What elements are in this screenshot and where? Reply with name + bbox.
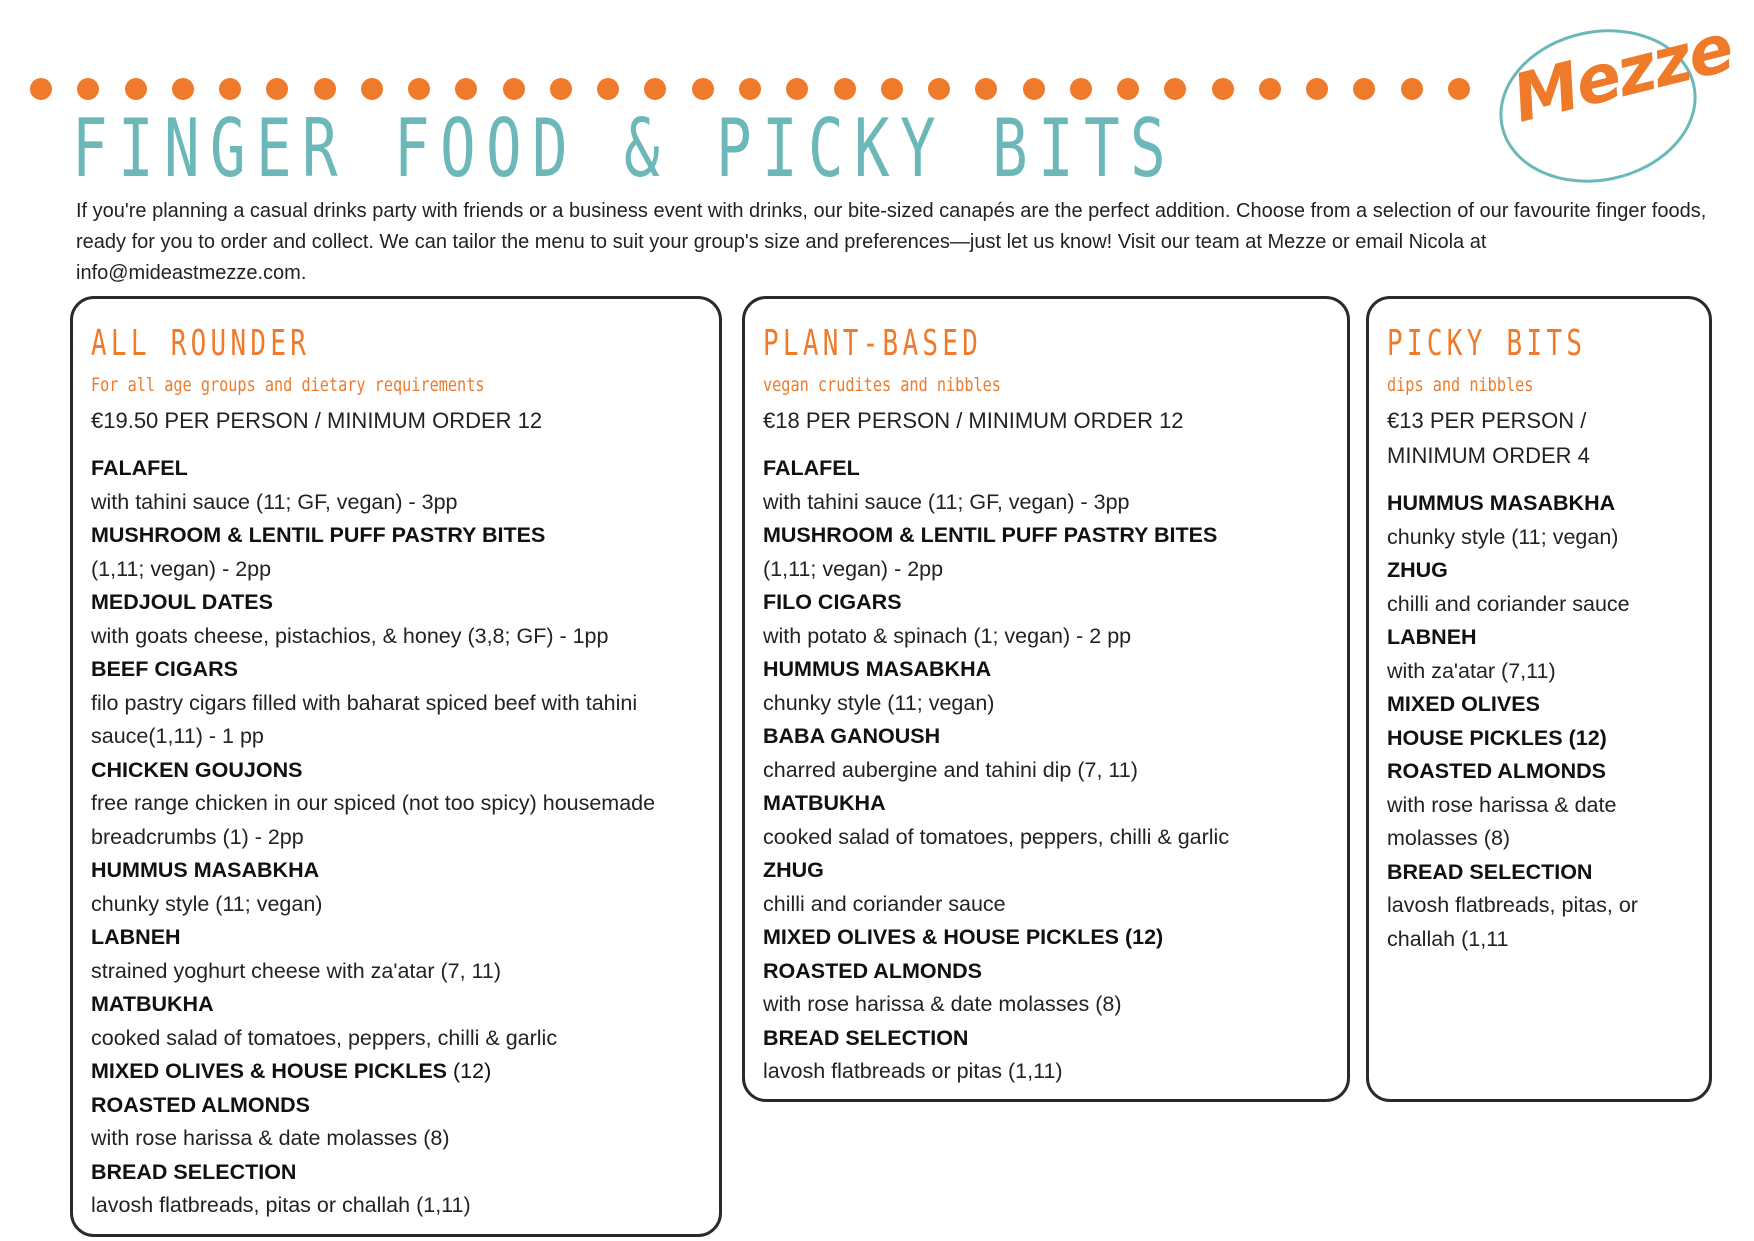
menu-item-description: charred aubergine and tahini dip (7, 11) xyxy=(763,757,1138,782)
intro-paragraph: If you're planning a casual drinks party with friends or a business event with drinks, our bite-sized canapés are the perfect addition. Choose from a selection of our favourite finger foods, ready for you to order and collect. We can tailor the menu to suit your group's size and preferences—just let us know! Visit our team at Mezze or email Nicola at info@mideastmezze.com. xyxy=(76,200,1707,284)
menu-item-description: with za'atar (7,11) xyxy=(1387,658,1556,683)
decorative-dot xyxy=(881,78,903,100)
menu-item-allergen-suffix: (12) xyxy=(453,1059,492,1083)
decorative-dot xyxy=(361,78,383,100)
menu-item-description: chunky style (11; vegan) xyxy=(91,891,323,916)
menu-item-name-text: FALAFEL xyxy=(763,456,860,480)
menu-item-name-text: BREAD SELECTION xyxy=(91,1159,297,1184)
panel-subtitle: vegan crudites and nibbles xyxy=(763,374,1001,396)
panel-title: PICKY BITS xyxy=(1387,323,1587,364)
decorative-dot xyxy=(455,78,477,100)
decorative-dot xyxy=(1401,78,1423,100)
menu-item-name xyxy=(1387,554,1691,588)
decorative-dot xyxy=(834,78,856,100)
menu-item-name-text: ROASTED ALMONDS xyxy=(1387,759,1606,783)
menu-item-name xyxy=(91,854,701,888)
menu-item-name-text: BREAD SELECTION xyxy=(763,1025,969,1050)
menu-item-name-text: FALAFEL xyxy=(91,456,188,480)
menu-item-name-text: ROASTED ALMONDS xyxy=(763,958,982,983)
menu-item-description: with tahini sauce (11; GF, vegan) - 3pp xyxy=(91,489,458,514)
decorative-dot xyxy=(30,78,52,100)
decorative-dot xyxy=(786,78,808,100)
menu-item-name xyxy=(91,452,701,486)
menu-item-name-text: ZHUG xyxy=(1387,558,1448,582)
decorative-dot xyxy=(550,78,572,100)
panel-title: PLANT-BASED xyxy=(763,323,983,364)
menu-item-name xyxy=(91,1089,701,1123)
decorative-dot xyxy=(644,78,666,100)
menu-item-description: free range chicken in our spiced (not too spicy) housemade breadcrumbs (1) - 2pp xyxy=(91,791,656,849)
menu-item-description: cooked salad of tomatoes, peppers, chilli & garlic xyxy=(91,1025,558,1050)
menu-item-name xyxy=(91,519,701,553)
menu-item-name xyxy=(1387,856,1691,890)
menu-item-name xyxy=(1387,487,1691,521)
menu-item-description: lavosh flatbreads, pitas, or challah (1,11 xyxy=(1387,893,1638,951)
decorative-dot xyxy=(1023,78,1045,100)
menu-item-name-text: MATBUKHA xyxy=(763,791,886,815)
menu-item-description: chunky style (11; vegan) xyxy=(1387,524,1619,549)
menu-item-name xyxy=(763,586,1329,620)
menu-item-list xyxy=(91,452,701,1223)
decorative-dot xyxy=(1448,78,1470,100)
decorative-dot xyxy=(597,78,619,100)
menu-item-name xyxy=(91,921,701,955)
decorative-dot xyxy=(408,78,430,100)
menu-item-description: chunky style (11; vegan) xyxy=(763,690,995,715)
menu-panel-plant-based xyxy=(742,296,1350,1102)
decorative-dot xyxy=(219,78,241,100)
menu-item-name-text: BABA GANOUSH xyxy=(763,724,941,748)
menu-panel-picky-bits xyxy=(1366,296,1712,1102)
menu-item-name-text: ZHUG xyxy=(763,858,824,882)
menu-item-name-text: MEDJOUL DATES xyxy=(91,590,273,614)
menu-item-name-text: MIXED OLIVES & HOUSE PICKLES xyxy=(91,1059,447,1083)
menu-item-name-text: HUMMUS MASABKHA xyxy=(763,657,992,681)
menu-item-name xyxy=(91,586,701,620)
menu-item-name-text: HUMMUS MASABKHA xyxy=(91,858,320,882)
menu-item-name-text: FILO CIGARS xyxy=(763,590,902,614)
decorative-dot xyxy=(125,78,147,100)
menu-item-description: with goats cheese, pistachios, & honey (3,8; GF) - 1pp xyxy=(91,623,609,648)
decorative-dot xyxy=(1353,78,1375,100)
menu-item-description: lavosh flatbreads, pitas or challah (1,11) xyxy=(91,1193,471,1217)
menu-item-name xyxy=(763,452,1329,486)
menu-item-description: with rose harissa & date molasses (8) xyxy=(1387,792,1617,850)
panel-subtitle: For all age groups and dietary requirements xyxy=(91,374,485,396)
menu-item-description: strained yoghurt cheese with za'atar (7, 11) xyxy=(91,958,502,983)
menu-item-description: chilli and coriander sauce xyxy=(763,891,1006,916)
menu-item-name xyxy=(1387,755,1691,789)
panel-price: €19.50 PER PERSON / MINIMUM ORDER 12 xyxy=(91,408,543,433)
decorative-dot xyxy=(692,78,714,100)
menu-item-name xyxy=(91,1156,701,1190)
menu-item-name xyxy=(1387,621,1691,655)
menu-item-name-text: BREAD SELECTION xyxy=(1387,859,1593,884)
menu-item-name xyxy=(1387,688,1691,722)
menu-item-name xyxy=(763,720,1329,754)
decorative-dot xyxy=(1306,78,1328,100)
menu-item-name xyxy=(91,1055,701,1089)
decorative-dot-row xyxy=(30,78,1470,102)
decorative-dot xyxy=(975,78,997,100)
menu-item-description: filo pastry cigars filled with baharat spiced beef with tahini sauce(1,11) - 1 pp xyxy=(91,690,638,748)
decorative-dot xyxy=(739,78,761,100)
page-title: FINGER FOOD & PICKY BITS xyxy=(72,102,1177,195)
decorative-dot xyxy=(1117,78,1139,100)
panel-title: ALL ROUNDER xyxy=(91,323,311,364)
decorative-dot xyxy=(266,78,288,100)
menu-item-name xyxy=(763,854,1329,888)
menu-item-description: with potato & spinach (1; vegan) - 2 pp xyxy=(763,623,1132,648)
menu-item-description: chilli and coriander sauce xyxy=(1387,591,1630,616)
menu-item-name xyxy=(763,787,1329,821)
menu-item-description: (1,11; vegan) - 2pp xyxy=(763,556,944,581)
menu-item-description: (1,11; vegan) - 2pp xyxy=(91,556,272,581)
menu-item-name xyxy=(763,955,1329,989)
menu-item-name xyxy=(763,921,1329,955)
decorative-dot xyxy=(314,78,336,100)
menu-item-description: lavosh flatbreads or pitas (1,11) xyxy=(763,1059,1063,1083)
menu-item-name-text: HUMMUS MASABKHA xyxy=(1387,491,1616,515)
decorative-dot xyxy=(503,78,525,100)
panel-subtitle: dips and nibbles xyxy=(1387,374,1534,396)
menu-item-name xyxy=(91,988,701,1022)
menu-item-name xyxy=(1387,722,1691,756)
menu-item-list xyxy=(763,452,1329,1089)
menu-item-name-text: ROASTED ALMONDS xyxy=(91,1092,310,1117)
decorative-dot xyxy=(1212,78,1234,100)
menu-item-name-text: CHICKEN GOUJONS xyxy=(91,757,303,782)
menu-item-name-text: LABNEH xyxy=(1387,625,1477,649)
menu-item-name xyxy=(763,1022,1329,1056)
menu-item-list xyxy=(1387,487,1691,956)
menu-item-name xyxy=(763,653,1329,687)
menu-panel-all-rounder xyxy=(70,296,722,1237)
menu-item-name xyxy=(91,754,701,788)
decorative-dot xyxy=(172,78,194,100)
logo-text: Mezze xyxy=(1505,9,1740,138)
menu-item-name-text: MIXED OLIVES xyxy=(1387,692,1540,716)
menu-item-name-text: MIXED OLIVES & HOUSE PICKLES (12) xyxy=(763,925,1164,949)
mezze-logo xyxy=(1492,9,1740,188)
menu-item-name-text: HOUSE PICKLES (12) xyxy=(1387,725,1607,750)
menu-item-name xyxy=(91,653,701,687)
menu-item-name-text: MATBUKHA xyxy=(91,992,214,1016)
menu-item-name-text: MUSHROOM & LENTIL PUFF PASTRY BITES xyxy=(91,523,546,547)
panel-price: €18 PER PERSON / MINIMUM ORDER 12 xyxy=(763,408,1184,433)
menu-item-description: with rose harissa & date molasses (8) xyxy=(763,992,1122,1016)
menu-item-description: with tahini sauce (11; GF, vegan) - 3pp xyxy=(763,489,1130,514)
panel-price: €13 PER PERSON / MINIMUM ORDER 4 xyxy=(1387,408,1590,468)
decorative-dot xyxy=(1164,78,1186,100)
menu-item-description: cooked salad of tomatoes, peppers, chilli & garlic xyxy=(763,824,1230,849)
menu-item-description: with rose harissa & date molasses (8) xyxy=(91,1126,450,1150)
decorative-dot xyxy=(928,78,950,100)
decorative-dot xyxy=(1070,78,1092,100)
decorative-dot xyxy=(1259,78,1281,100)
menu-item-name-text: LABNEH xyxy=(91,925,181,949)
menu-item-name-text: MUSHROOM & LENTIL PUFF PASTRY BITES xyxy=(763,523,1218,547)
menu-item-name xyxy=(763,519,1329,553)
menu-item-name-text: BEEF CIGARS xyxy=(91,657,238,681)
decorative-dot xyxy=(77,78,99,100)
